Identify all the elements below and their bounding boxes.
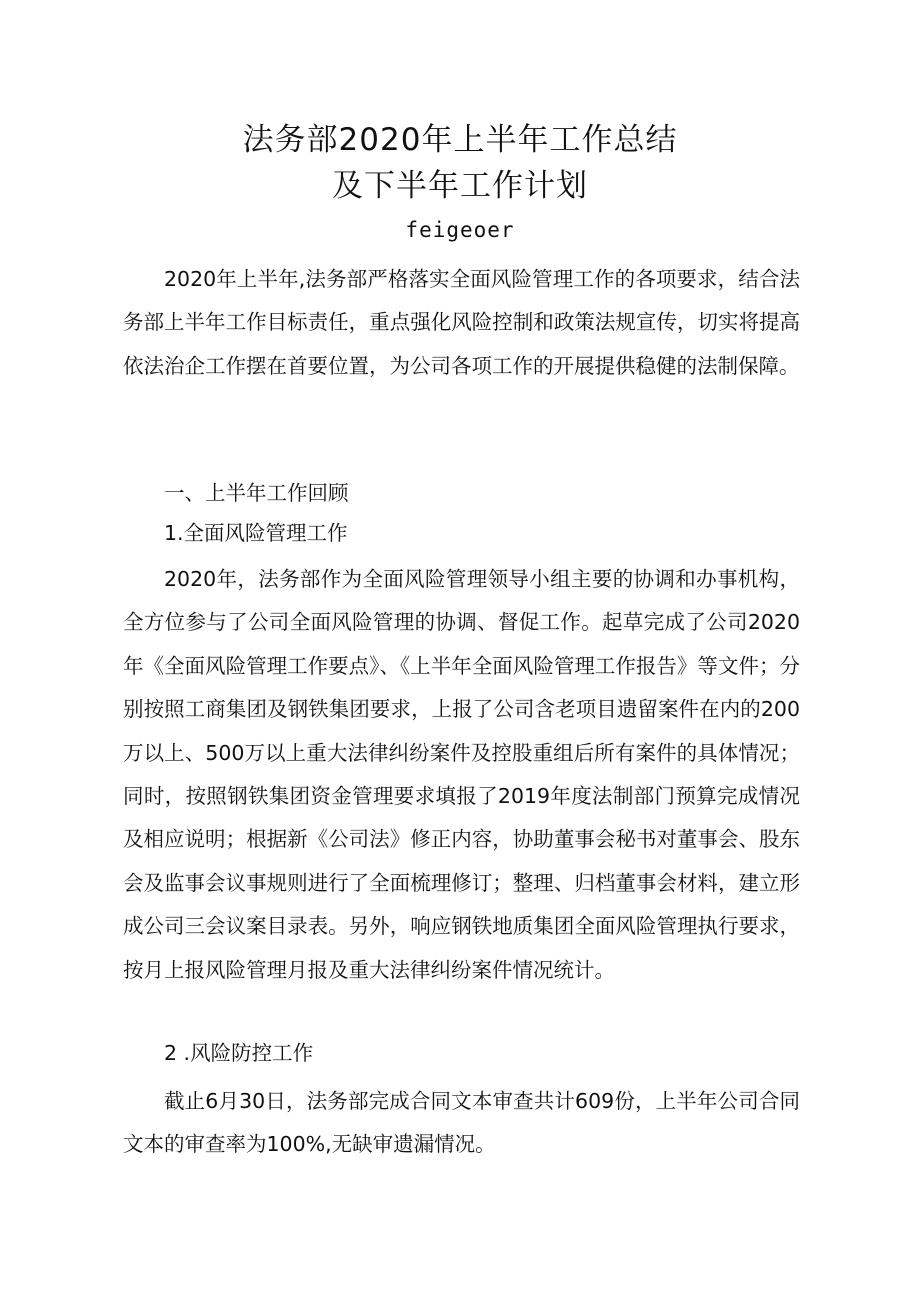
subsection-heading-risk-control: 2 .风险防控工作 bbox=[164, 1041, 314, 1065]
document-author: feigeoer bbox=[405, 218, 515, 242]
risk-control-paragraph: 截止6月30日，法务部完成合同文本审查共计609份，上半年公司合同文本的审查率为100%,无缺审遗漏情况。 bbox=[123, 1089, 800, 1157]
document-title-line1: 法务部2020年上半年工作总结 bbox=[242, 122, 678, 158]
risk-management-paragraph: 2020年，法务部作为全面风险管理领导小组主要的协调和办事机构，全方位参与了公司全面风险管理的协调、督促工作。起草完成了公司2020年《全面风险管理工作要点》、《上半年全面风险管理工作报告》等文件；分别按照工商集团及钢铁集团要求，上报了公司含老项目遗留案件在内的200万以上、500万以上重大法律纠纷案件及控股重组后所有案件的具体情况；同时，按照钢铁集团资金管理要求填报了2019年度法制部门预算完成情况及相应说明；根据新《公司法》修正内容，协助董事会秘书对董事会、股东会及监事会议事规则进行了全面梳理修订；整理、归档董事会材料，建立形成公司三会议案目录表。另外，响应钢铁地质集团全面风险管理执行要求，按月上报风险管理月报及重大法律纠纷案件情况统计。 bbox=[123, 567, 800, 982]
document-title-line2: 及下半年工作计划 bbox=[332, 168, 588, 204]
section-heading-review: 一、上半年工作回顾 bbox=[164, 481, 349, 505]
intro-paragraph: 2020年上半年,法务部严格落实全面风险管理工作的各项要求，结合法务部上半年工作目标责任，重点强化风险控制和政策法规宣传，切实将提高依法治企工作摆在首要位置，为公司各项工作的开展提供稳健的法制保障。 bbox=[123, 267, 800, 378]
subsection-heading-risk-management: 1.全面风险管理工作 bbox=[164, 521, 348, 545]
